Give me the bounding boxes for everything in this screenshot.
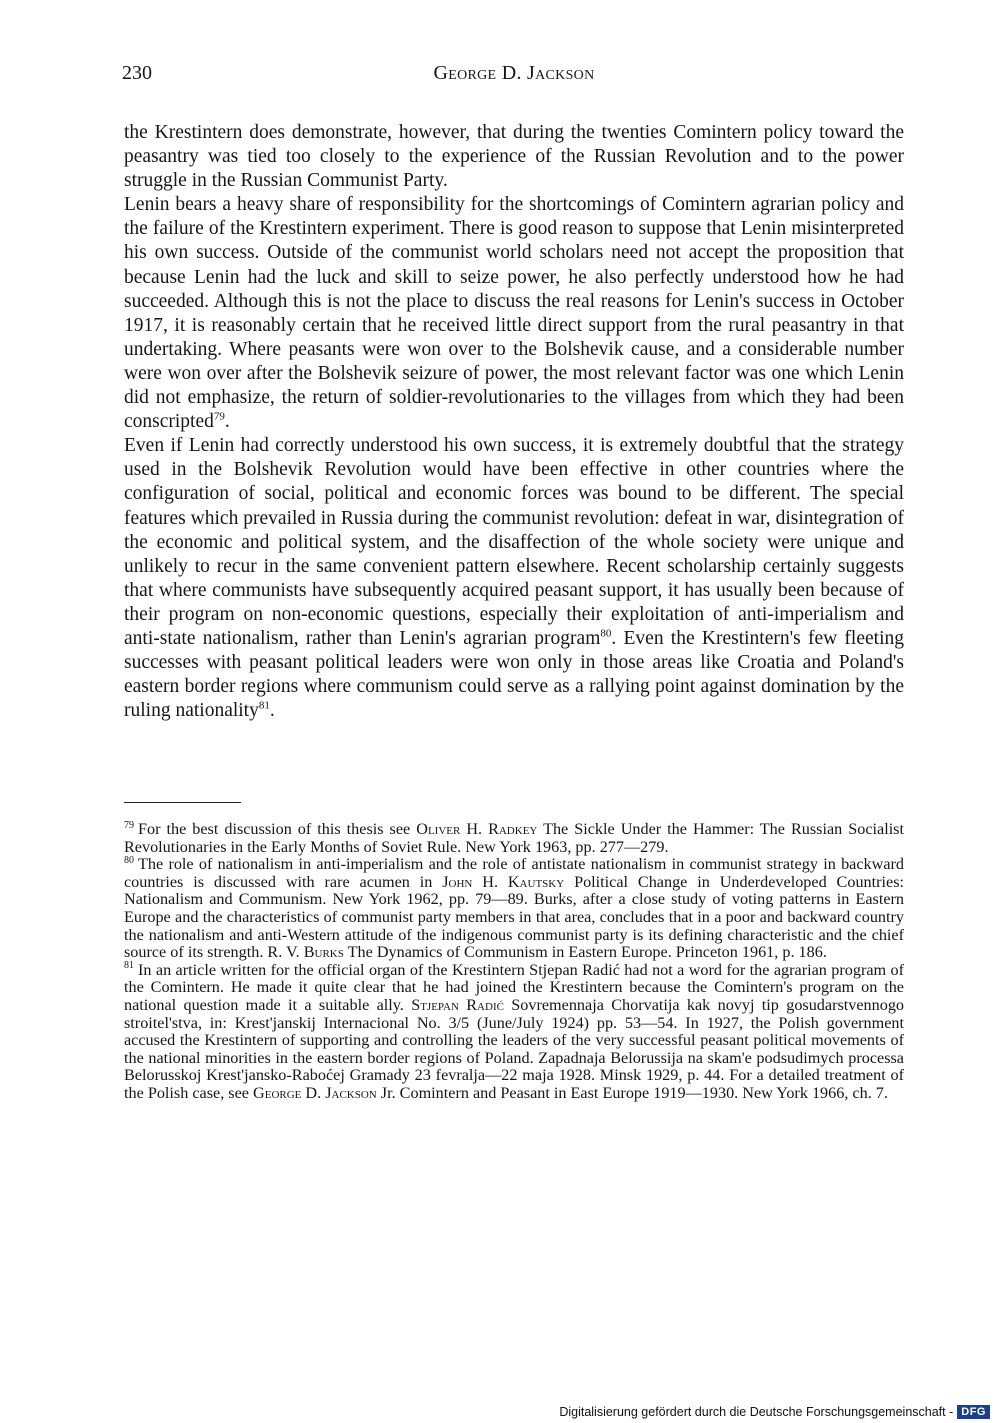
footnote-number: 81 (124, 960, 134, 972)
paragraph-2-end: . (224, 411, 230, 433)
paragraph-3 (124, 434, 904, 723)
footnote-ref-79[interactable]: 79 (213, 410, 225, 423)
paragraph-3-text-b: . Even the Krestintern's few fleeting successes with peasant political leaders were won only in those areas like Croatia and Poland's eastern border regions where communism could serve as a rallying point against domination by the ruling nationality (124, 627, 904, 722)
paragraph-1-text: the Krestintern does demonstrate, however, that during the twenties Comintern policy toward the peasantry was tied too closely to the experience of the Russian Revolution and to the power struggle in the Russian Communist Party. (124, 122, 904, 192)
running-head: George D. Jackson (433, 62, 595, 84)
footnote-ref-81[interactable]: 81 (258, 699, 270, 712)
footer-text: Digitalisierung gefördert durch die Deutsche Forschungsgemeinschaft - (559, 1405, 954, 1419)
footnote-text: Political Change in Underdeveloped Countries: Nationalism and Communism. New York 1962, pp. 79—89. Burks, after a close study of voting patterns in Eastern Europe and the characteristics of communist party members in that area, concludes that in a poor and backward country the nationalism and anti-Western attitude of the indigenous communist party is its defining characteristic and the chief source of its strength. (124, 872, 905, 962)
paragraph-3-text-a: Even if Lenin had correctly understood his own success, it is extremely doubtful that the strategy used in the Bolshevik Revolution would have been effective in other countries where the configuration of social, political and economic forces was bound to be different. The special features which prevailed in Russia during the communist revolution: defeat in war, disintegration of the economic and political system, and the disaffection of the whole society were unique and unlikely to recur in the same convenient pattern elsewhere. Recent scholarship certainly suggests that where communists have subsequently acquired peasant support, it has usually been because of their program on non-economic questions, especially their exploitation of anti-imperialism and anti-state nationalism, rather than Lenin's agrarian program (124, 435, 904, 649)
author-name: Stjepan Radić (411, 995, 504, 1014)
footnote-81 (124, 962, 904, 1103)
footnote-separator (124, 802, 241, 803)
author-name: Oliver H. Radkey (416, 820, 538, 838)
footnote-ref-80[interactable]: 80 (600, 627, 612, 640)
paragraph-2-text: Lenin bears a heavy share of responsibility for the shortcomings of Comintern agrarian policy and the failure of the Krestintern experiment. There is good reason to suppose that Lenin misinterpreted his own success. Outside of the communist world scholars need not accept the proposition that because Lenin had the luck and skill to seize power, he also perfectly understood how he had succeeded. Although this is not the place to discuss the real reasons for Lenin's success in October 1917, it is reasonably certain that he received little direct support from the rural peasantry in that undertaking. Where peasants were won over to the Bolshevik cause, and a considerable number were won over after the Bolshevik seizure of power, the most relevant factor was one which Lenin did not emphasize, the return of soldier-revolutionaries to the villages from which they had been conscripted (124, 194, 904, 433)
paragraph-3-end: . (269, 700, 275, 722)
page-header (122, 62, 906, 92)
footnote-text: Sovremennaja Chorvatija kak novyj tip gosudarstvennogo stroitel'stva, in: Krest'janskij Internacional No. 3/5 (June/July 1924) pp. 53—54. In 1927, the Polish government accused the Krestintern of supporting and controlling the leaders of the very successful peasant political movements of the national minorities in the eastern border regions of Poland. Zapadnaja Belorussija na skam'e podsudimych processa Belorusskoj Krest'jansko-Raboćej Gramady 23 fevralja—22 maja 1928. Minsk 1929, p. 44. For a detailed treatment of the Polish case, see (124, 995, 905, 1102)
paragraph-2 (124, 193, 904, 434)
footnote-number: 80 (124, 854, 134, 866)
dfg-logo[interactable]: DFG (957, 1405, 990, 1419)
author-name: R. V. Burks (267, 943, 344, 962)
footnote-text: Jr. Comintern and Peasant in East Europe 1919—1930. New York 1966, ch. 7. (380, 1083, 888, 1102)
footnote-text: The Dynamics of Communism in Eastern Europe. Princeton 1961, p. 186. (347, 943, 827, 962)
footnote-text: In an article written for the official organ of the Krestintern Stjepan Radić had not a word for the agrarian program of the Comintern. He made it quite clear that he had joined the Krestintern because the Comintern's program on the national question made it a suitable ally. (124, 960, 904, 1014)
author-name: John H. Kautsky (442, 872, 565, 891)
author-name: George D. Jackson (253, 1083, 377, 1102)
footnote-80 (124, 856, 904, 962)
footnote-number: 79 (124, 819, 134, 831)
footnotes (124, 821, 904, 1103)
body-text (124, 121, 904, 723)
footnote-text: The role of nationalism in anti-imperialism and the role of antistate nationalism in communist strategy in backward countries is discussed with rare acumen in (124, 855, 904, 891)
footnote-text: For the best discussion of this thesis see (138, 820, 411, 838)
footnote-79 (124, 821, 904, 856)
paragraph-1 (124, 121, 904, 193)
footnote-text: The Sickle Under the Hammer: The Russian Socialist Revolutionaries in the Early Months of Soviet Rule. New York 1963, pp. 277—279. (124, 820, 904, 856)
digitization-footer (559, 1405, 990, 1419)
page-number: 230 (122, 62, 152, 84)
